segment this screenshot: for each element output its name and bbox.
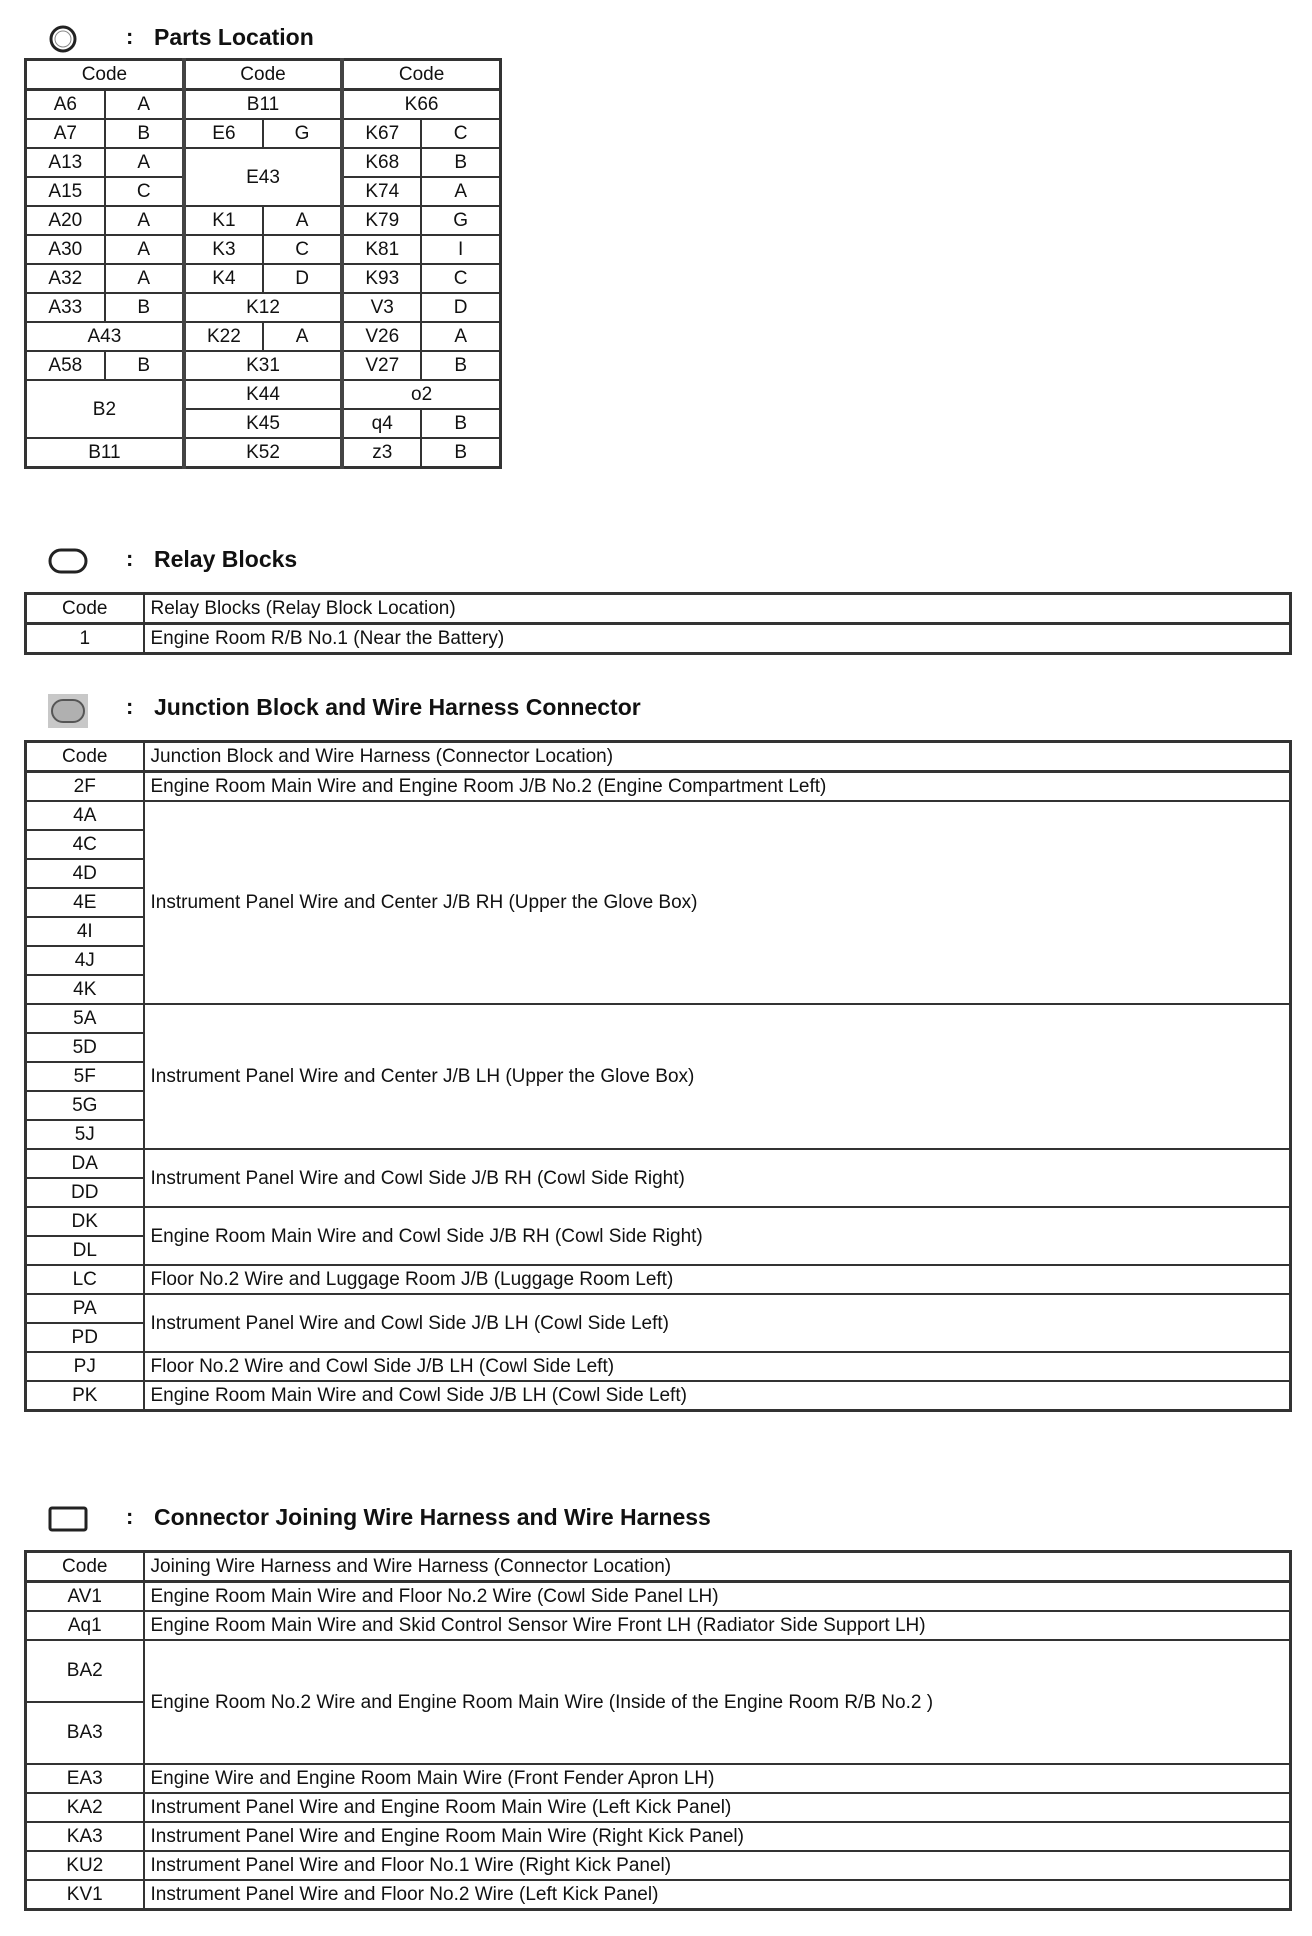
table-row (26, 1207, 1291, 1236)
location-cell: Instrument Panel Wire and Cowl Side J/B LH (Cowl Side Left) (144, 1294, 1291, 1352)
table-row (26, 60, 501, 90)
location-cell: C (421, 119, 500, 148)
code-header: Code (184, 60, 342, 90)
rounded-rect-symbol-icon (48, 546, 88, 576)
table-row (26, 1793, 1291, 1822)
table-row (26, 438, 501, 468)
location-cell: D (263, 264, 342, 293)
location-cell: Floor No.2 Wire and Luggage Room J/B (Luggage Room Left) (144, 1265, 1291, 1294)
code-cell: BA3 (26, 1702, 144, 1764)
code-cell: A15 (26, 177, 105, 206)
connectors-table (24, 1550, 1292, 1911)
table-row (26, 119, 501, 148)
table-row (26, 1004, 1291, 1033)
table-row (26, 1265, 1291, 1294)
location-cell: Engine Room Main Wire and Cowl Side J/B RH (Cowl Side Right) (144, 1207, 1291, 1265)
code-cell: A58 (26, 351, 105, 380)
section-title: Parts Location (154, 24, 314, 50)
code-cell: 4K (26, 975, 144, 1004)
code-cell: K4 (184, 264, 263, 293)
table-row (26, 148, 501, 177)
table-row (26, 1149, 1291, 1178)
code-cell: Aq1 (26, 1611, 144, 1640)
code-cell: A30 (26, 235, 105, 264)
code-header: Code (26, 60, 184, 90)
code-cell: 4C (26, 830, 144, 859)
code-cell: K93 (342, 264, 421, 293)
location-cell: A (105, 235, 184, 264)
code-cell: A20 (26, 206, 105, 235)
code-cell: K68 (342, 148, 421, 177)
location-cell: Engine Room Main Wire and Skid Control Sensor Wire Front LH (Radiator Side Support LH) (144, 1611, 1291, 1640)
location-cell: Instrument Panel Wire and Center J/B RH (Upper the Glove Box) (144, 801, 1291, 1004)
connectors-header (0, 1498, 1312, 1538)
location-cell: G (263, 119, 342, 148)
table-row (26, 235, 501, 264)
code-header: Code (26, 594, 144, 624)
location-cell: I (421, 235, 500, 264)
code-cell: A7 (26, 119, 105, 148)
code-cell: B2 (26, 380, 184, 438)
location-cell: D (421, 293, 500, 322)
table-row (26, 742, 1291, 772)
code-cell: K79 (342, 206, 421, 235)
location-cell: A (263, 322, 342, 351)
code-cell: LC (26, 1265, 144, 1294)
code-cell: 4I (26, 917, 144, 946)
table-row (26, 1880, 1291, 1910)
table-row (26, 264, 501, 293)
table-row (26, 1294, 1291, 1323)
code-cell: 4E (26, 888, 144, 917)
table-row (26, 1851, 1291, 1880)
code-cell: AV1 (26, 1582, 144, 1612)
table-row (26, 351, 501, 380)
section-title: Connector Joining Wire Harness and Wire Harness (154, 1504, 711, 1530)
code-cell: DD (26, 1178, 144, 1207)
location-cell: B (421, 409, 500, 438)
location-cell: B (421, 148, 500, 177)
location-cell: C (421, 264, 500, 293)
code-cell: K12 (184, 293, 342, 322)
colon: : (126, 1504, 134, 1529)
code-cell: 2F (26, 772, 144, 802)
colon: : (126, 694, 134, 719)
code-cell: DK (26, 1207, 144, 1236)
section-title: Junction Block and Wire Harness Connector (154, 694, 641, 720)
code-cell: BA2 (26, 1640, 144, 1702)
table-row (26, 624, 1291, 654)
location-cell: A (105, 148, 184, 177)
location-cell: C (105, 177, 184, 206)
code-cell: E6 (184, 119, 263, 148)
code-cell: B11 (26, 438, 184, 468)
location-cell: Floor No.2 Wire and Cowl Side J/B LH (Cowl Side Left) (144, 1352, 1291, 1381)
location-cell: A (421, 322, 500, 351)
table-row (26, 1582, 1291, 1612)
code-cell: PA (26, 1294, 144, 1323)
location-cell: B (105, 293, 184, 322)
relay-blocks-header (0, 540, 1312, 580)
code-cell: DL (26, 1236, 144, 1265)
location-cell: A (263, 206, 342, 235)
code-cell: A43 (26, 322, 184, 351)
table-row (26, 801, 1291, 830)
code-header: Code (342, 60, 500, 90)
location-cell: Engine Wire and Engine Room Main Wire (Front Fender Apron LH) (144, 1764, 1291, 1793)
location-header: Junction Block and Wire Harness (Connector Location) (144, 742, 1291, 772)
code-cell: 5A (26, 1004, 144, 1033)
code-cell: z3 (342, 438, 421, 468)
table-row (26, 322, 501, 351)
code-cell: K1 (184, 206, 263, 235)
code-cell: K31 (184, 351, 342, 380)
relay-blocks-table (24, 592, 1292, 655)
code-cell: A32 (26, 264, 105, 293)
table-row (26, 293, 501, 322)
table-row (26, 1552, 1291, 1582)
code-cell: 5D (26, 1033, 144, 1062)
code-cell: A13 (26, 148, 105, 177)
location-cell: G (421, 206, 500, 235)
location-cell: Instrument Panel Wire and Center J/B LH (Upper the Glove Box) (144, 1004, 1291, 1149)
code-cell: KU2 (26, 1851, 144, 1880)
code-cell: A6 (26, 90, 105, 120)
code-header: Code (26, 742, 144, 772)
code-cell: K3 (184, 235, 263, 264)
location-cell: Engine Room No.2 Wire and Engine Room Main Wire (Inside of the Engine Room R/B No.2 ) (144, 1640, 1291, 1764)
location-cell: Instrument Panel Wire and Cowl Side J/B RH (Cowl Side Right) (144, 1149, 1291, 1207)
code-cell: K74 (342, 177, 421, 206)
code-cell: 4A (26, 801, 144, 830)
location-cell: A (421, 177, 500, 206)
junction-blocks-header (0, 688, 1312, 728)
location-cell: C (263, 235, 342, 264)
location-cell: B (105, 351, 184, 380)
code-cell: K81 (342, 235, 421, 264)
location-cell: Engine Room Main Wire and Floor No.2 Wire (Cowl Side Panel LH) (144, 1582, 1291, 1612)
table-row (26, 1381, 1291, 1411)
location-cell: Instrument Panel Wire and Engine Room Main Wire (Right Kick Panel) (144, 1822, 1291, 1851)
code-cell: PD (26, 1323, 144, 1352)
code-cell: V27 (342, 351, 421, 380)
code-cell: o2 (342, 380, 500, 409)
junction-blocks-table (24, 740, 1292, 1412)
code-cell: 4D (26, 859, 144, 888)
location-cell: B (105, 119, 184, 148)
table-row (26, 1764, 1291, 1793)
parts-location-header (0, 18, 1312, 58)
location-cell: Instrument Panel Wire and Floor No.2 Wire (Left Kick Panel) (144, 1880, 1291, 1910)
code-cell: V3 (342, 293, 421, 322)
location-cell: Engine Room R/B No.1 (Near the Battery) (144, 624, 1291, 654)
location-cell: B (421, 351, 500, 380)
code-cell: 5J (26, 1120, 144, 1149)
code-cell: A33 (26, 293, 105, 322)
table-row (26, 206, 501, 235)
code-cell: K66 (342, 90, 500, 120)
location-cell: B (421, 438, 500, 468)
location-header: Joining Wire Harness and Wire Harness (Connector Location) (144, 1552, 1291, 1582)
code-cell: 5F (26, 1062, 144, 1091)
code-cell: E43 (184, 148, 342, 206)
table-row (26, 1611, 1291, 1640)
table-row (26, 90, 501, 120)
shaded-rounded-rect-symbol-icon (48, 694, 88, 728)
code-cell: 1 (26, 624, 144, 654)
code-cell: V26 (342, 322, 421, 351)
code-cell: q4 (342, 409, 421, 438)
code-cell: K67 (342, 119, 421, 148)
table-row (26, 594, 1291, 624)
location-cell: Engine Room Main Wire and Cowl Side J/B LH (Cowl Side Left) (144, 1381, 1291, 1411)
code-cell: KA3 (26, 1822, 144, 1851)
table-row (26, 1640, 1291, 1702)
code-cell: EA3 (26, 1764, 144, 1793)
code-cell: 4J (26, 946, 144, 975)
rectangle-symbol-icon (48, 1504, 88, 1534)
location-cell: Instrument Panel Wire and Engine Room Main Wire (Left Kick Panel) (144, 1793, 1291, 1822)
section-title: Relay Blocks (154, 546, 298, 572)
location-header: Relay Blocks (Relay Block Location) (144, 594, 1291, 624)
code-cell: K22 (184, 322, 263, 351)
code-cell: B11 (184, 90, 342, 120)
code-cell: 5G (26, 1091, 144, 1120)
code-cell: PJ (26, 1352, 144, 1381)
code-cell: KA2 (26, 1793, 144, 1822)
parts-location-table (24, 58, 502, 469)
location-cell: A (105, 264, 184, 293)
table-row (26, 1822, 1291, 1851)
table-row (26, 380, 501, 409)
code-cell: K45 (184, 409, 342, 438)
location-cell: A (105, 206, 184, 235)
colon: : (126, 546, 134, 571)
code-cell: DA (26, 1149, 144, 1178)
table-row (26, 772, 1291, 802)
location-cell: Instrument Panel Wire and Floor No.1 Wire (Right Kick Panel) (144, 1851, 1291, 1880)
table-row (26, 1352, 1291, 1381)
location-cell: A (105, 90, 184, 120)
code-cell: K44 (184, 380, 342, 409)
code-cell: PK (26, 1381, 144, 1411)
code-cell: K52 (184, 438, 342, 468)
colon: : (126, 24, 134, 49)
location-cell: Engine Room Main Wire and Engine Room J/B No.2 (Engine Compartment Left) (144, 772, 1291, 802)
circle-symbol-icon (48, 24, 78, 54)
code-header: Code (26, 1552, 144, 1582)
code-cell: KV1 (26, 1880, 144, 1910)
